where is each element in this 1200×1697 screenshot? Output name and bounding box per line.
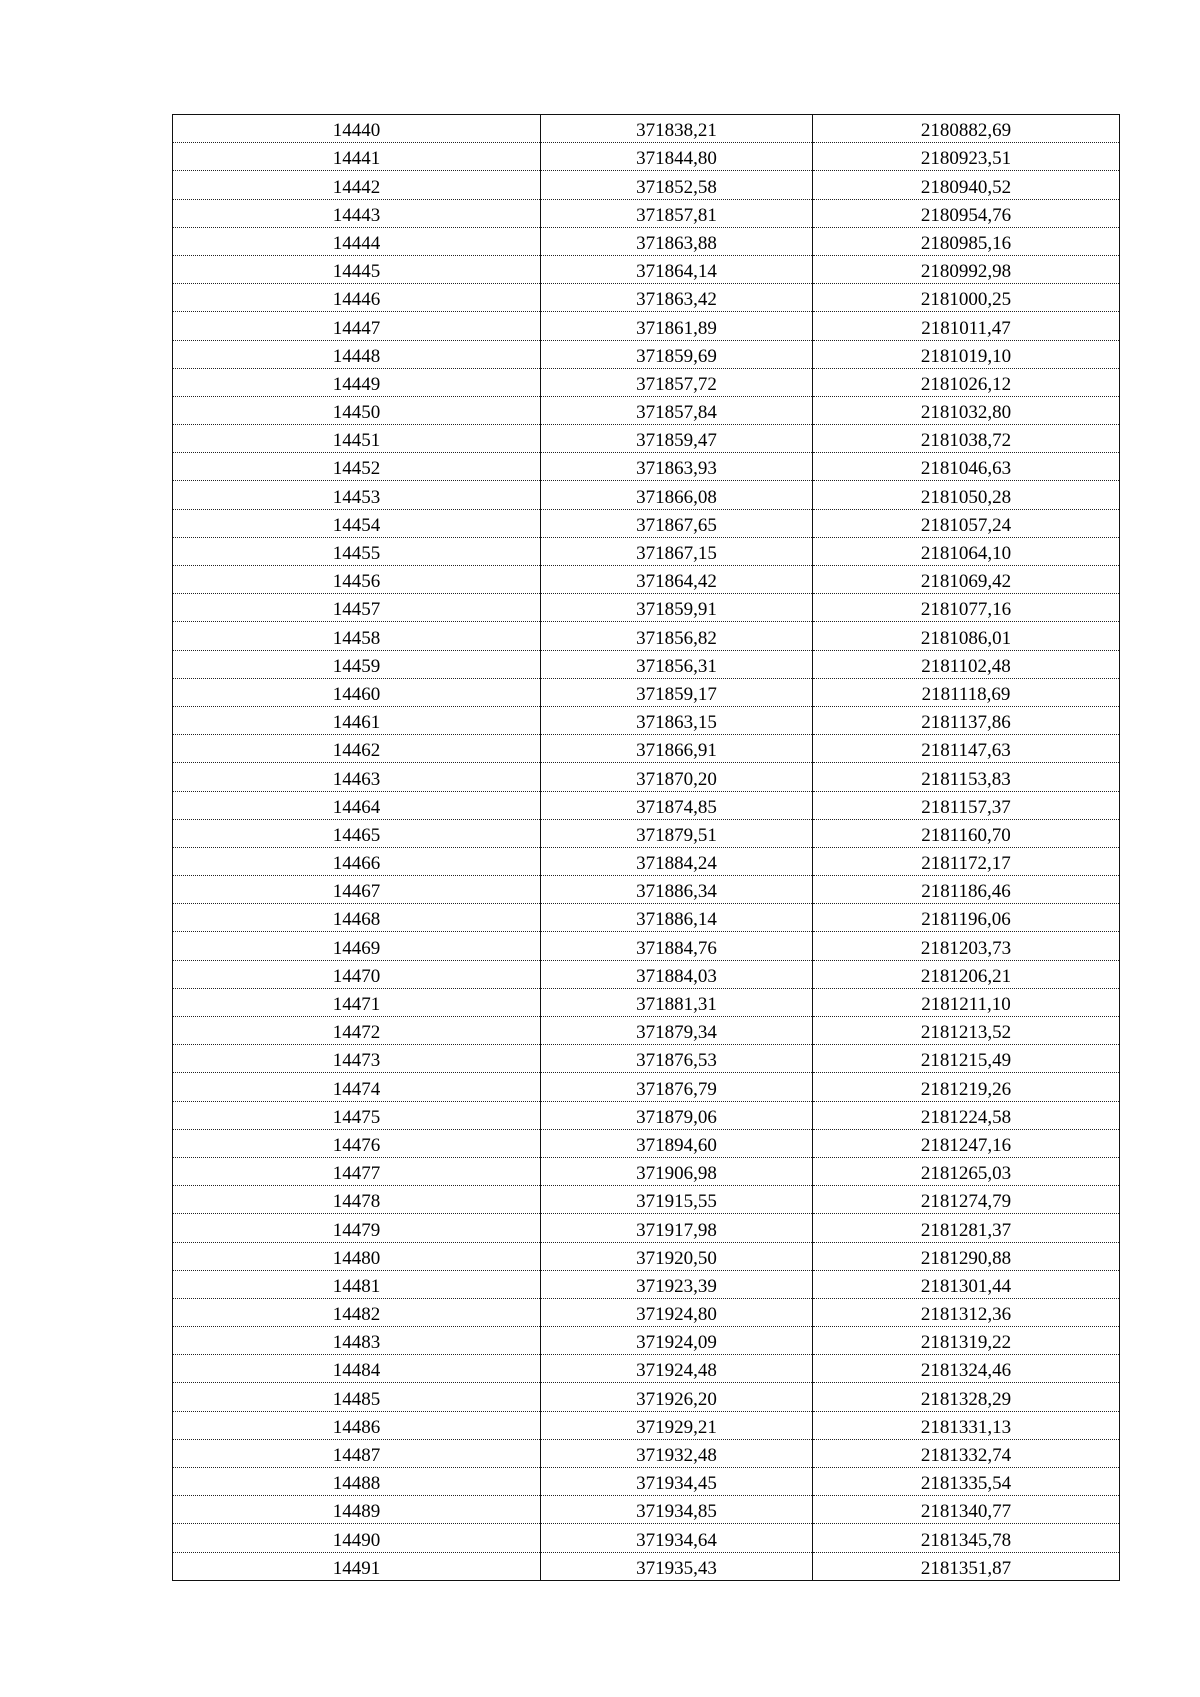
x-coordinate-cell: 371906,98 <box>541 1157 813 1185</box>
point-number-cell: 14485 <box>173 1383 541 1411</box>
x-coordinate-cell: 371932,48 <box>541 1439 813 1467</box>
x-coordinate-cell: 371863,93 <box>541 453 813 481</box>
point-number-cell: 14459 <box>173 650 541 678</box>
y-coordinate-cell: 2181224,58 <box>813 1101 1120 1129</box>
x-coordinate-cell: 371876,53 <box>541 1045 813 1073</box>
y-coordinate-cell: 2181219,26 <box>813 1073 1120 1101</box>
point-number-cell: 14486 <box>173 1411 541 1439</box>
y-coordinate-cell: 2181206,21 <box>813 960 1120 988</box>
y-coordinate-cell: 2181147,63 <box>813 735 1120 763</box>
table-row <box>173 1073 1120 1101</box>
point-number-cell: 14443 <box>173 199 541 227</box>
table-row <box>173 1383 1120 1411</box>
table-row <box>173 1524 1120 1552</box>
point-number-cell: 14484 <box>173 1355 541 1383</box>
y-coordinate-cell: 2180985,16 <box>813 227 1120 255</box>
x-coordinate-cell: 371857,81 <box>541 199 813 227</box>
table-row <box>173 425 1120 453</box>
y-coordinate-cell: 2181324,46 <box>813 1355 1120 1383</box>
point-number-cell: 14456 <box>173 566 541 594</box>
x-coordinate-cell: 371876,79 <box>541 1073 813 1101</box>
point-number-cell: 14464 <box>173 791 541 819</box>
table-body <box>173 115 1120 1581</box>
y-coordinate-cell: 2181247,16 <box>813 1129 1120 1157</box>
x-coordinate-cell: 371859,17 <box>541 678 813 706</box>
y-coordinate-cell: 2181186,46 <box>813 876 1120 904</box>
point-number-cell: 14467 <box>173 876 541 904</box>
point-number-cell: 14477 <box>173 1157 541 1185</box>
x-coordinate-cell: 371856,31 <box>541 650 813 678</box>
y-coordinate-cell: 2180923,51 <box>813 143 1120 171</box>
y-coordinate-cell: 2180940,52 <box>813 171 1120 199</box>
y-coordinate-cell: 2181301,44 <box>813 1270 1120 1298</box>
y-coordinate-cell: 2181172,17 <box>813 847 1120 875</box>
y-coordinate-cell: 2181213,52 <box>813 1017 1120 1045</box>
point-number-cell: 14473 <box>173 1045 541 1073</box>
x-coordinate-cell: 371859,47 <box>541 425 813 453</box>
y-coordinate-cell: 2181050,28 <box>813 481 1120 509</box>
y-coordinate-cell: 2181153,83 <box>813 763 1120 791</box>
y-coordinate-cell: 2181351,87 <box>813 1552 1120 1580</box>
point-number-cell: 14482 <box>173 1298 541 1326</box>
table-row <box>173 960 1120 988</box>
table-row <box>173 396 1120 424</box>
y-coordinate-cell: 2181345,78 <box>813 1524 1120 1552</box>
point-number-cell: 14442 <box>173 171 541 199</box>
point-number-cell: 14469 <box>173 932 541 960</box>
x-coordinate-cell: 371926,20 <box>541 1383 813 1411</box>
point-number-cell: 14478 <box>173 1186 541 1214</box>
point-number-cell: 14472 <box>173 1017 541 1045</box>
y-coordinate-cell: 2181265,03 <box>813 1157 1120 1185</box>
point-number-cell: 14452 <box>173 453 541 481</box>
x-coordinate-cell: 371866,08 <box>541 481 813 509</box>
x-coordinate-cell: 371859,91 <box>541 594 813 622</box>
x-coordinate-cell: 371870,20 <box>541 763 813 791</box>
table-row <box>173 481 1120 509</box>
point-number-cell: 14480 <box>173 1242 541 1270</box>
point-number-cell: 14457 <box>173 594 541 622</box>
point-number-cell: 14453 <box>173 481 541 509</box>
y-coordinate-cell: 2181011,47 <box>813 312 1120 340</box>
point-number-cell: 14466 <box>173 847 541 875</box>
point-number-cell: 14460 <box>173 678 541 706</box>
table-row <box>173 594 1120 622</box>
y-coordinate-cell: 2181026,12 <box>813 368 1120 396</box>
x-coordinate-cell: 371934,85 <box>541 1496 813 1524</box>
table-row <box>173 1327 1120 1355</box>
table-row <box>173 1101 1120 1129</box>
x-coordinate-cell: 371934,64 <box>541 1524 813 1552</box>
table-row <box>173 1129 1120 1157</box>
x-coordinate-cell: 371856,82 <box>541 622 813 650</box>
y-coordinate-cell: 2181340,77 <box>813 1496 1120 1524</box>
x-coordinate-cell: 371857,84 <box>541 396 813 424</box>
point-number-cell: 14483 <box>173 1327 541 1355</box>
table-row <box>173 1411 1120 1439</box>
y-coordinate-cell: 2181046,63 <box>813 453 1120 481</box>
x-coordinate-cell: 371886,14 <box>541 904 813 932</box>
coordinates-table <box>172 114 1120 1581</box>
point-number-cell: 14461 <box>173 706 541 734</box>
table-row <box>173 199 1120 227</box>
point-number-cell: 14441 <box>173 143 541 171</box>
point-number-cell: 14468 <box>173 904 541 932</box>
point-number-cell: 14458 <box>173 622 541 650</box>
x-coordinate-cell: 371881,31 <box>541 988 813 1016</box>
table-row <box>173 791 1120 819</box>
point-number-cell: 14489 <box>173 1496 541 1524</box>
x-coordinate-cell: 371929,21 <box>541 1411 813 1439</box>
y-coordinate-cell: 2181312,36 <box>813 1298 1120 1326</box>
point-number-cell: 14476 <box>173 1129 541 1157</box>
y-coordinate-cell: 2181319,22 <box>813 1327 1120 1355</box>
point-number-cell: 14481 <box>173 1270 541 1298</box>
x-coordinate-cell: 371924,09 <box>541 1327 813 1355</box>
point-number-cell: 14445 <box>173 255 541 283</box>
point-number-cell: 14451 <box>173 425 541 453</box>
point-number-cell: 14455 <box>173 537 541 565</box>
y-coordinate-cell: 2181215,49 <box>813 1045 1120 1073</box>
point-number-cell: 14471 <box>173 988 541 1016</box>
point-number-cell: 14463 <box>173 763 541 791</box>
x-coordinate-cell: 371934,45 <box>541 1468 813 1496</box>
y-coordinate-cell: 2181203,73 <box>813 932 1120 960</box>
table-row <box>173 1186 1120 1214</box>
point-number-cell: 14450 <box>173 396 541 424</box>
table-row <box>173 1439 1120 1467</box>
x-coordinate-cell: 371866,91 <box>541 735 813 763</box>
table-row <box>173 1496 1120 1524</box>
table-row <box>173 537 1120 565</box>
table-row <box>173 1157 1120 1185</box>
point-number-cell: 14444 <box>173 227 541 255</box>
x-coordinate-cell: 371879,34 <box>541 1017 813 1045</box>
x-coordinate-cell: 371917,98 <box>541 1214 813 1242</box>
x-coordinate-cell: 371874,85 <box>541 791 813 819</box>
x-coordinate-cell: 371884,76 <box>541 932 813 960</box>
point-number-cell: 14440 <box>173 115 541 143</box>
point-number-cell: 14491 <box>173 1552 541 1580</box>
x-coordinate-cell: 371852,58 <box>541 171 813 199</box>
table-row <box>173 453 1120 481</box>
y-coordinate-cell: 2181057,24 <box>813 509 1120 537</box>
y-coordinate-cell: 2181274,79 <box>813 1186 1120 1214</box>
point-number-cell: 14488 <box>173 1468 541 1496</box>
point-number-cell: 14462 <box>173 735 541 763</box>
x-coordinate-cell: 371863,88 <box>541 227 813 255</box>
x-coordinate-cell: 371884,24 <box>541 847 813 875</box>
point-number-cell: 14479 <box>173 1214 541 1242</box>
y-coordinate-cell: 2181137,86 <box>813 706 1120 734</box>
table-row <box>173 678 1120 706</box>
y-coordinate-cell: 2181086,01 <box>813 622 1120 650</box>
x-coordinate-cell: 371886,34 <box>541 876 813 904</box>
y-coordinate-cell: 2181077,16 <box>813 594 1120 622</box>
point-number-cell: 14465 <box>173 819 541 847</box>
point-number-cell: 14470 <box>173 960 541 988</box>
y-coordinate-cell: 2180954,76 <box>813 199 1120 227</box>
table-row <box>173 1270 1120 1298</box>
y-coordinate-cell: 2181032,80 <box>813 396 1120 424</box>
table-row <box>173 566 1120 594</box>
table-row <box>173 1017 1120 1045</box>
point-number-cell: 14447 <box>173 312 541 340</box>
x-coordinate-cell: 371884,03 <box>541 960 813 988</box>
point-number-cell: 14448 <box>173 340 541 368</box>
x-coordinate-cell: 371864,42 <box>541 566 813 594</box>
table-row <box>173 171 1120 199</box>
x-coordinate-cell: 371863,15 <box>541 706 813 734</box>
point-number-cell: 14487 <box>173 1439 541 1467</box>
x-coordinate-cell: 371879,51 <box>541 819 813 847</box>
table-row <box>173 143 1120 171</box>
table-row <box>173 876 1120 904</box>
y-coordinate-cell: 2181328,29 <box>813 1383 1120 1411</box>
y-coordinate-cell: 2181118,69 <box>813 678 1120 706</box>
point-number-cell: 14475 <box>173 1101 541 1129</box>
table-row <box>173 509 1120 537</box>
table-row <box>173 706 1120 734</box>
table-row <box>173 1214 1120 1242</box>
x-coordinate-cell: 371861,89 <box>541 312 813 340</box>
y-coordinate-cell: 2181211,10 <box>813 988 1120 1016</box>
x-coordinate-cell: 371894,60 <box>541 1129 813 1157</box>
x-coordinate-cell: 371924,80 <box>541 1298 813 1326</box>
x-coordinate-cell: 371920,50 <box>541 1242 813 1270</box>
y-coordinate-cell: 2181196,06 <box>813 904 1120 932</box>
y-coordinate-cell: 2181157,37 <box>813 791 1120 819</box>
x-coordinate-cell: 371867,15 <box>541 537 813 565</box>
point-number-cell: 14446 <box>173 284 541 312</box>
x-coordinate-cell: 371923,39 <box>541 1270 813 1298</box>
y-coordinate-cell: 2180992,98 <box>813 255 1120 283</box>
table-row <box>173 650 1120 678</box>
y-coordinate-cell: 2181331,13 <box>813 1411 1120 1439</box>
table-row <box>173 227 1120 255</box>
table-row <box>173 819 1120 847</box>
x-coordinate-cell: 371838,21 <box>541 115 813 143</box>
y-coordinate-cell: 2181281,37 <box>813 1214 1120 1242</box>
table-row <box>173 1552 1120 1580</box>
table-row <box>173 904 1120 932</box>
y-coordinate-cell: 2181069,42 <box>813 566 1120 594</box>
point-number-cell: 14454 <box>173 509 541 537</box>
table-row <box>173 1355 1120 1383</box>
x-coordinate-cell: 371859,69 <box>541 340 813 368</box>
table-row <box>173 1045 1120 1073</box>
x-coordinate-cell: 371844,80 <box>541 143 813 171</box>
x-coordinate-cell: 371864,14 <box>541 255 813 283</box>
table-row <box>173 932 1120 960</box>
point-number-cell: 14474 <box>173 1073 541 1101</box>
table-row <box>173 255 1120 283</box>
point-number-cell: 14490 <box>173 1524 541 1552</box>
x-coordinate-cell: 371867,65 <box>541 509 813 537</box>
table-row <box>173 284 1120 312</box>
y-coordinate-cell: 2181038,72 <box>813 425 1120 453</box>
y-coordinate-cell: 2181160,70 <box>813 819 1120 847</box>
table-row <box>173 988 1120 1016</box>
table-row <box>173 1298 1120 1326</box>
table-row <box>173 368 1120 396</box>
x-coordinate-cell: 371924,48 <box>541 1355 813 1383</box>
y-coordinate-cell: 2180882,69 <box>813 115 1120 143</box>
table-row <box>173 1242 1120 1270</box>
table-row <box>173 115 1120 143</box>
x-coordinate-cell: 371879,06 <box>541 1101 813 1129</box>
y-coordinate-cell: 2181102,48 <box>813 650 1120 678</box>
y-coordinate-cell: 2181064,10 <box>813 537 1120 565</box>
y-coordinate-cell: 2181332,74 <box>813 1439 1120 1467</box>
table-row <box>173 735 1120 763</box>
y-coordinate-cell: 2181290,88 <box>813 1242 1120 1270</box>
table-row <box>173 847 1120 875</box>
table-row <box>173 622 1120 650</box>
x-coordinate-cell: 371863,42 <box>541 284 813 312</box>
x-coordinate-cell: 371857,72 <box>541 368 813 396</box>
table-row <box>173 340 1120 368</box>
y-coordinate-cell: 2181000,25 <box>813 284 1120 312</box>
table-row <box>173 1468 1120 1496</box>
table-row <box>173 312 1120 340</box>
point-number-cell: 14449 <box>173 368 541 396</box>
x-coordinate-cell: 371935,43 <box>541 1552 813 1580</box>
y-coordinate-cell: 2181335,54 <box>813 1468 1120 1496</box>
y-coordinate-cell: 2181019,10 <box>813 340 1120 368</box>
table-row <box>173 763 1120 791</box>
x-coordinate-cell: 371915,55 <box>541 1186 813 1214</box>
